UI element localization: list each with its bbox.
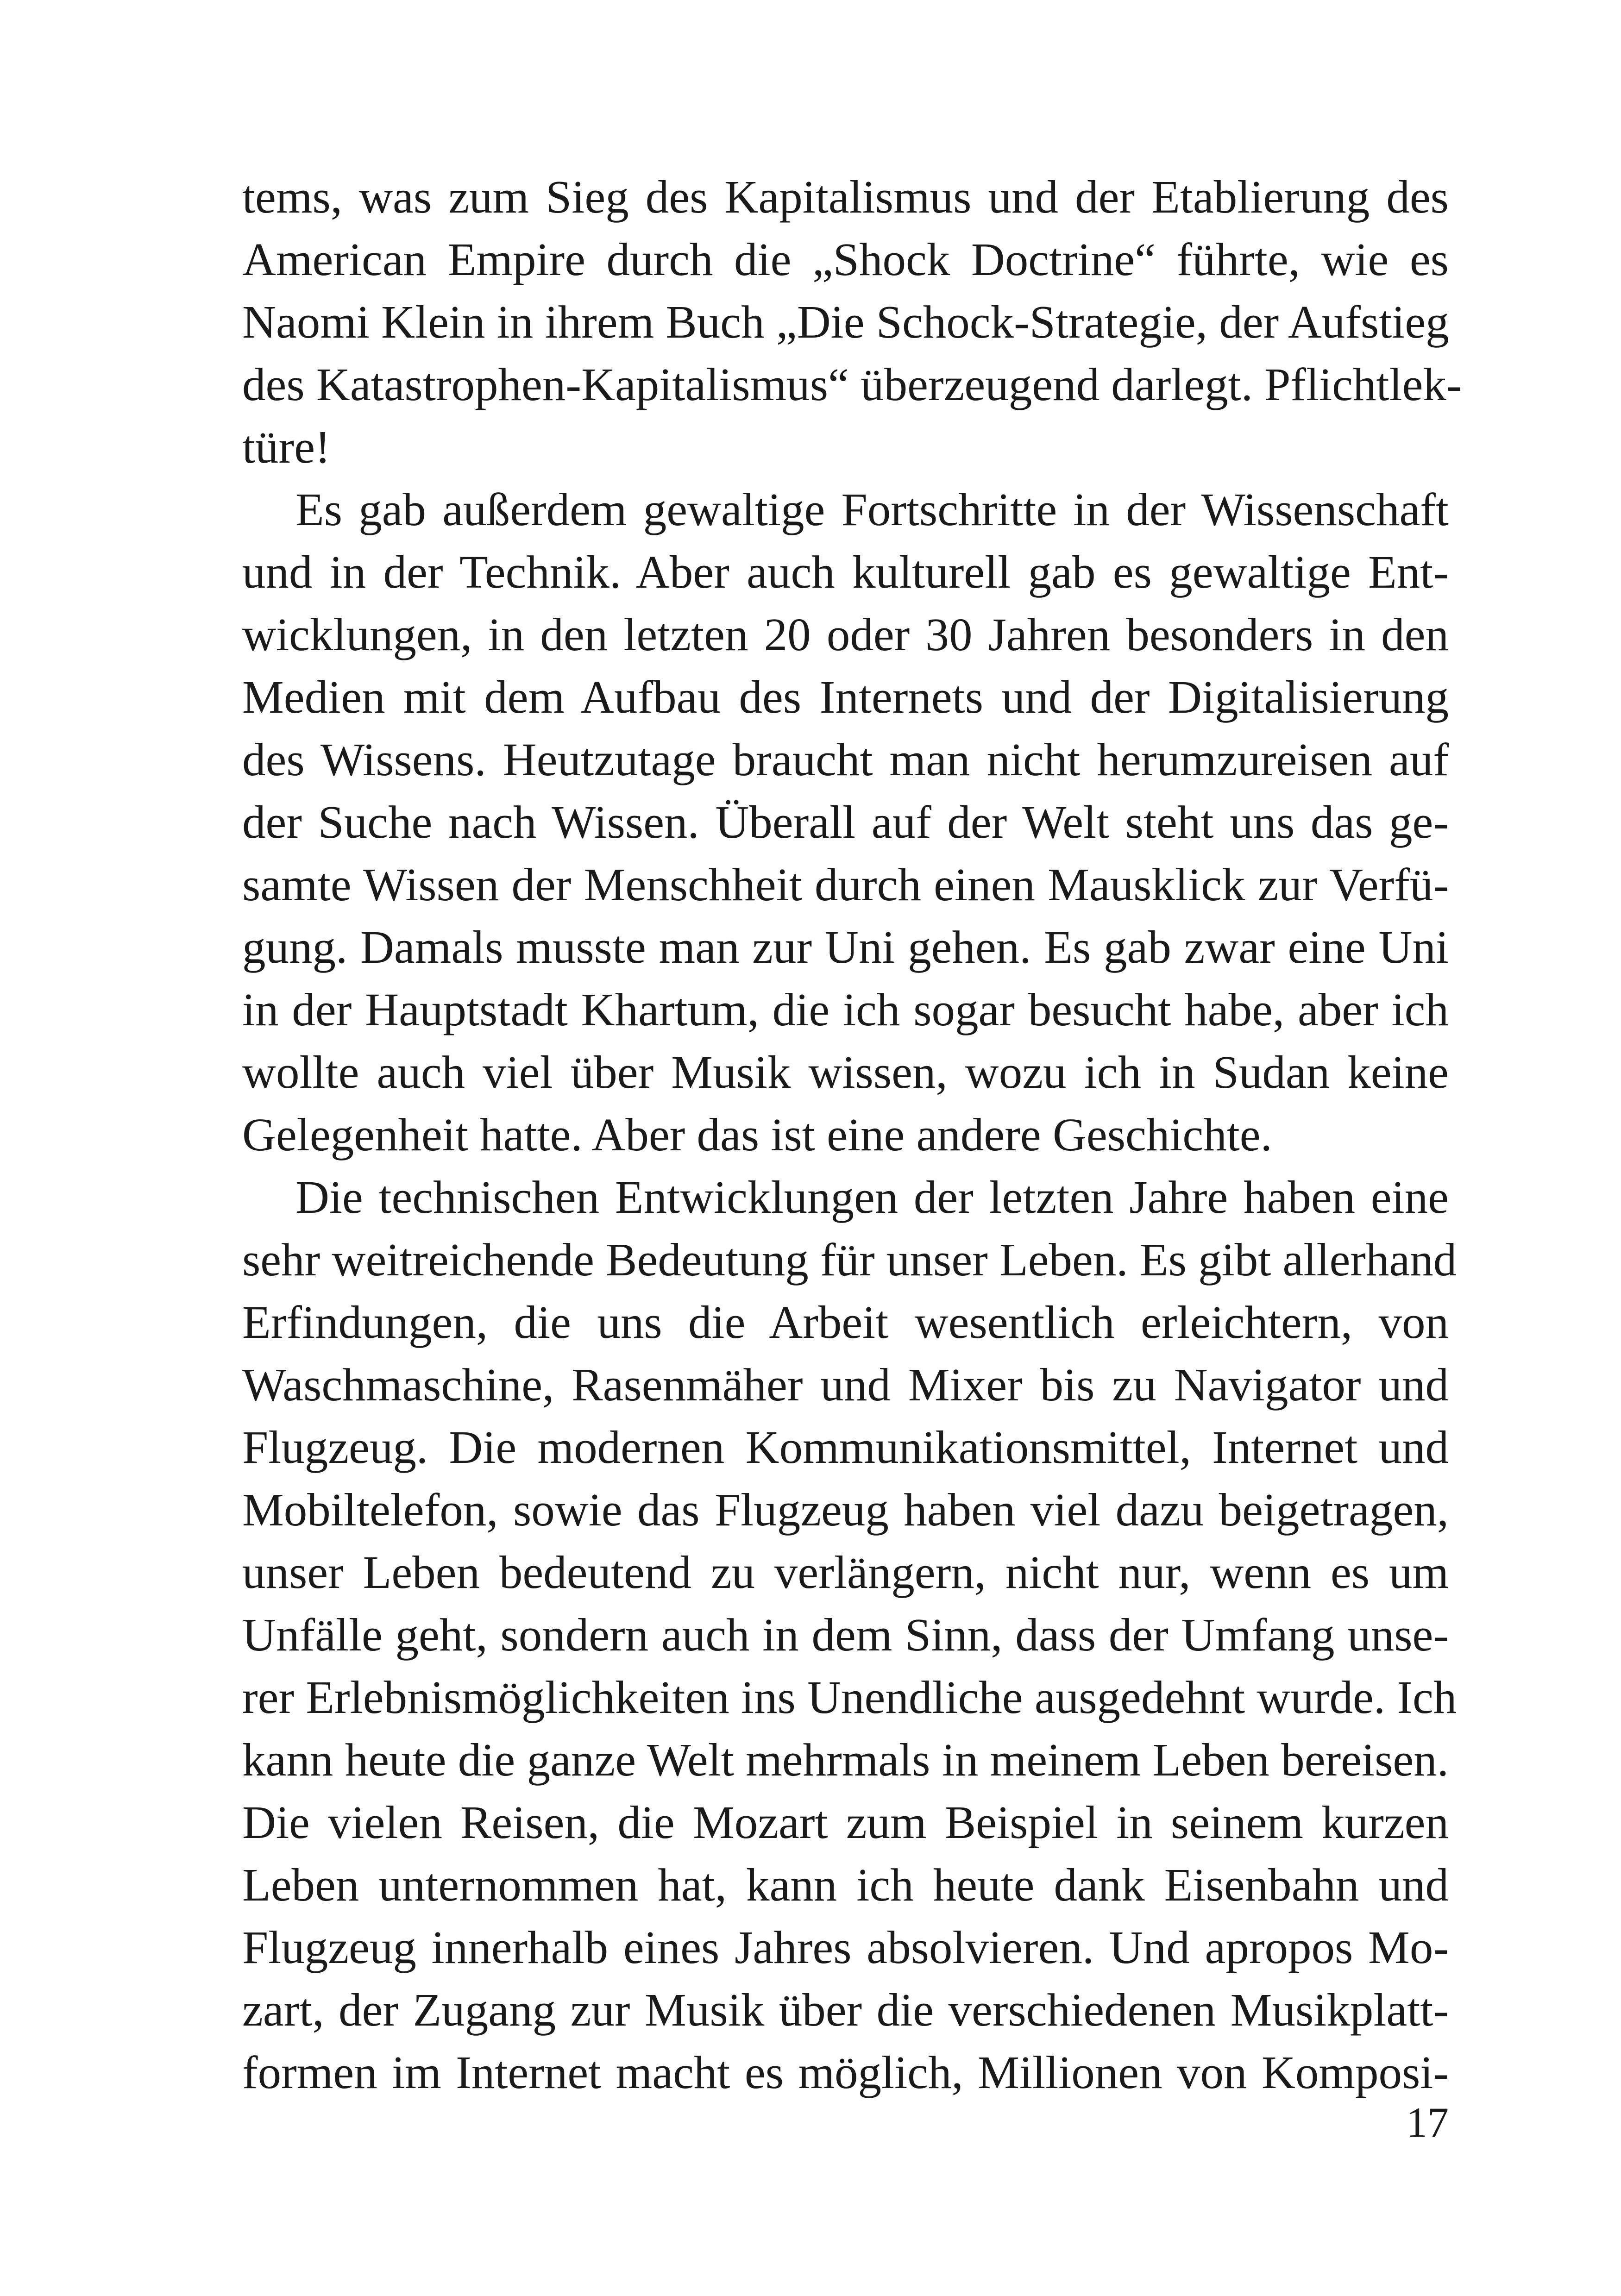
text-line: tems, was zum Sieg des Kapitalismus und der Etablierung des <box>242 171 1449 223</box>
text-line: sehr weitreichende Bedeutung für unser Leben. Es gibt allerhand <box>242 1234 1457 1286</box>
text-line: wicklungen, in den letzten 20 oder 30 Jahren besonders in den <box>242 609 1449 660</box>
text-line: Mobiltelefon, sowie das Flugzeug haben viel dazu beigetragen, <box>242 1484 1449 1536</box>
text-line: des Katastrophen-Kapitalismus“ überzeugend darlegt. Pflichtlek- <box>242 358 1462 410</box>
text-line: des Wissens. Heutzutage braucht man nicht herumzureisen auf <box>242 734 1449 785</box>
text-line: Waschmaschine, Rasenmäher und Mixer bis zu Navigator und <box>242 1359 1449 1411</box>
text-line: in der Hauptstadt Khartum, die ich sogar besucht habe, aber ich <box>242 984 1449 1035</box>
text-line: Unfälle geht, sondern auch in dem Sinn, dass der Umfang unse- <box>242 1609 1449 1661</box>
text-line: der Suche nach Wissen. Überall auf der Welt steht uns das ge- <box>242 796 1449 848</box>
text-line: zart, der Zugang zur Musik über die verschiedenen Musikplatt- <box>242 1984 1449 2036</box>
text-line: türe! <box>242 421 331 473</box>
text-line: unser Leben bedeutend zu verlängern, nicht nur, wenn es um <box>242 1546 1449 1598</box>
text-line: Flugzeug. Die modernen Kommunikationsmittel, Internet und <box>242 1421 1449 1473</box>
text-line: Medien mit dem Aufbau des Internets und der Digitalisierung <box>242 671 1449 723</box>
text-line: wollte auch viel über Musik wissen, wozu ich in Sudan keine <box>242 1046 1449 1098</box>
text-line: formen im Internet macht es möglich, Millionen von Komposi- <box>242 2046 1449 2098</box>
text-line: kann heute die ganze Welt mehrmals in meinem Leben bereisen. <box>242 1734 1449 1786</box>
text-line: Es gab außerdem gewaltige Fortschritte in der Wissenschaft <box>295 483 1449 535</box>
text-line: Die vielen Reisen, die Mozart zum Beispiel in seinem kurzen <box>242 1796 1449 1848</box>
text-line: Flugzeug innerhalb eines Jahres absolvieren. Und apropos Mo- <box>242 1921 1449 1973</box>
text-line: und in der Technik. Aber auch kulturell gab es gewaltige Ent- <box>242 546 1449 598</box>
text-line: American Empire durch die „Shock Doctrine“ führte, wie es <box>242 233 1449 285</box>
text-line: Leben unternommen hat, kann ich heute dank Eisenbahn und <box>242 1859 1449 1911</box>
text-line: Naomi Klein in ihrem Buch „Die Schock-Strategie, der Aufstieg <box>242 296 1449 348</box>
text-line: Erfindungen, die uns die Arbeit wesentlich erleichtern, von <box>242 1296 1449 1348</box>
text-line: rer Erlebnismöglichkeiten ins Unendliche ausgedehnt wurde. Ich <box>242 1671 1457 1723</box>
body-text <box>242 166 1462 2104</box>
text-line: Die technischen Entwicklungen der letzten Jahre haben eine <box>295 1171 1449 1223</box>
text-line: Gelegenheit hatte. Aber das ist eine andere Geschichte. <box>242 1109 1272 1161</box>
text-line: gung. Damals musste man zur Uni gehen. Es gab zwar eine Uni <box>242 921 1449 973</box>
page-number: 17 <box>1406 2099 1449 2146</box>
text-line: samte Wissen der Menschheit durch einen Mausklick zur Verfü- <box>242 859 1449 910</box>
